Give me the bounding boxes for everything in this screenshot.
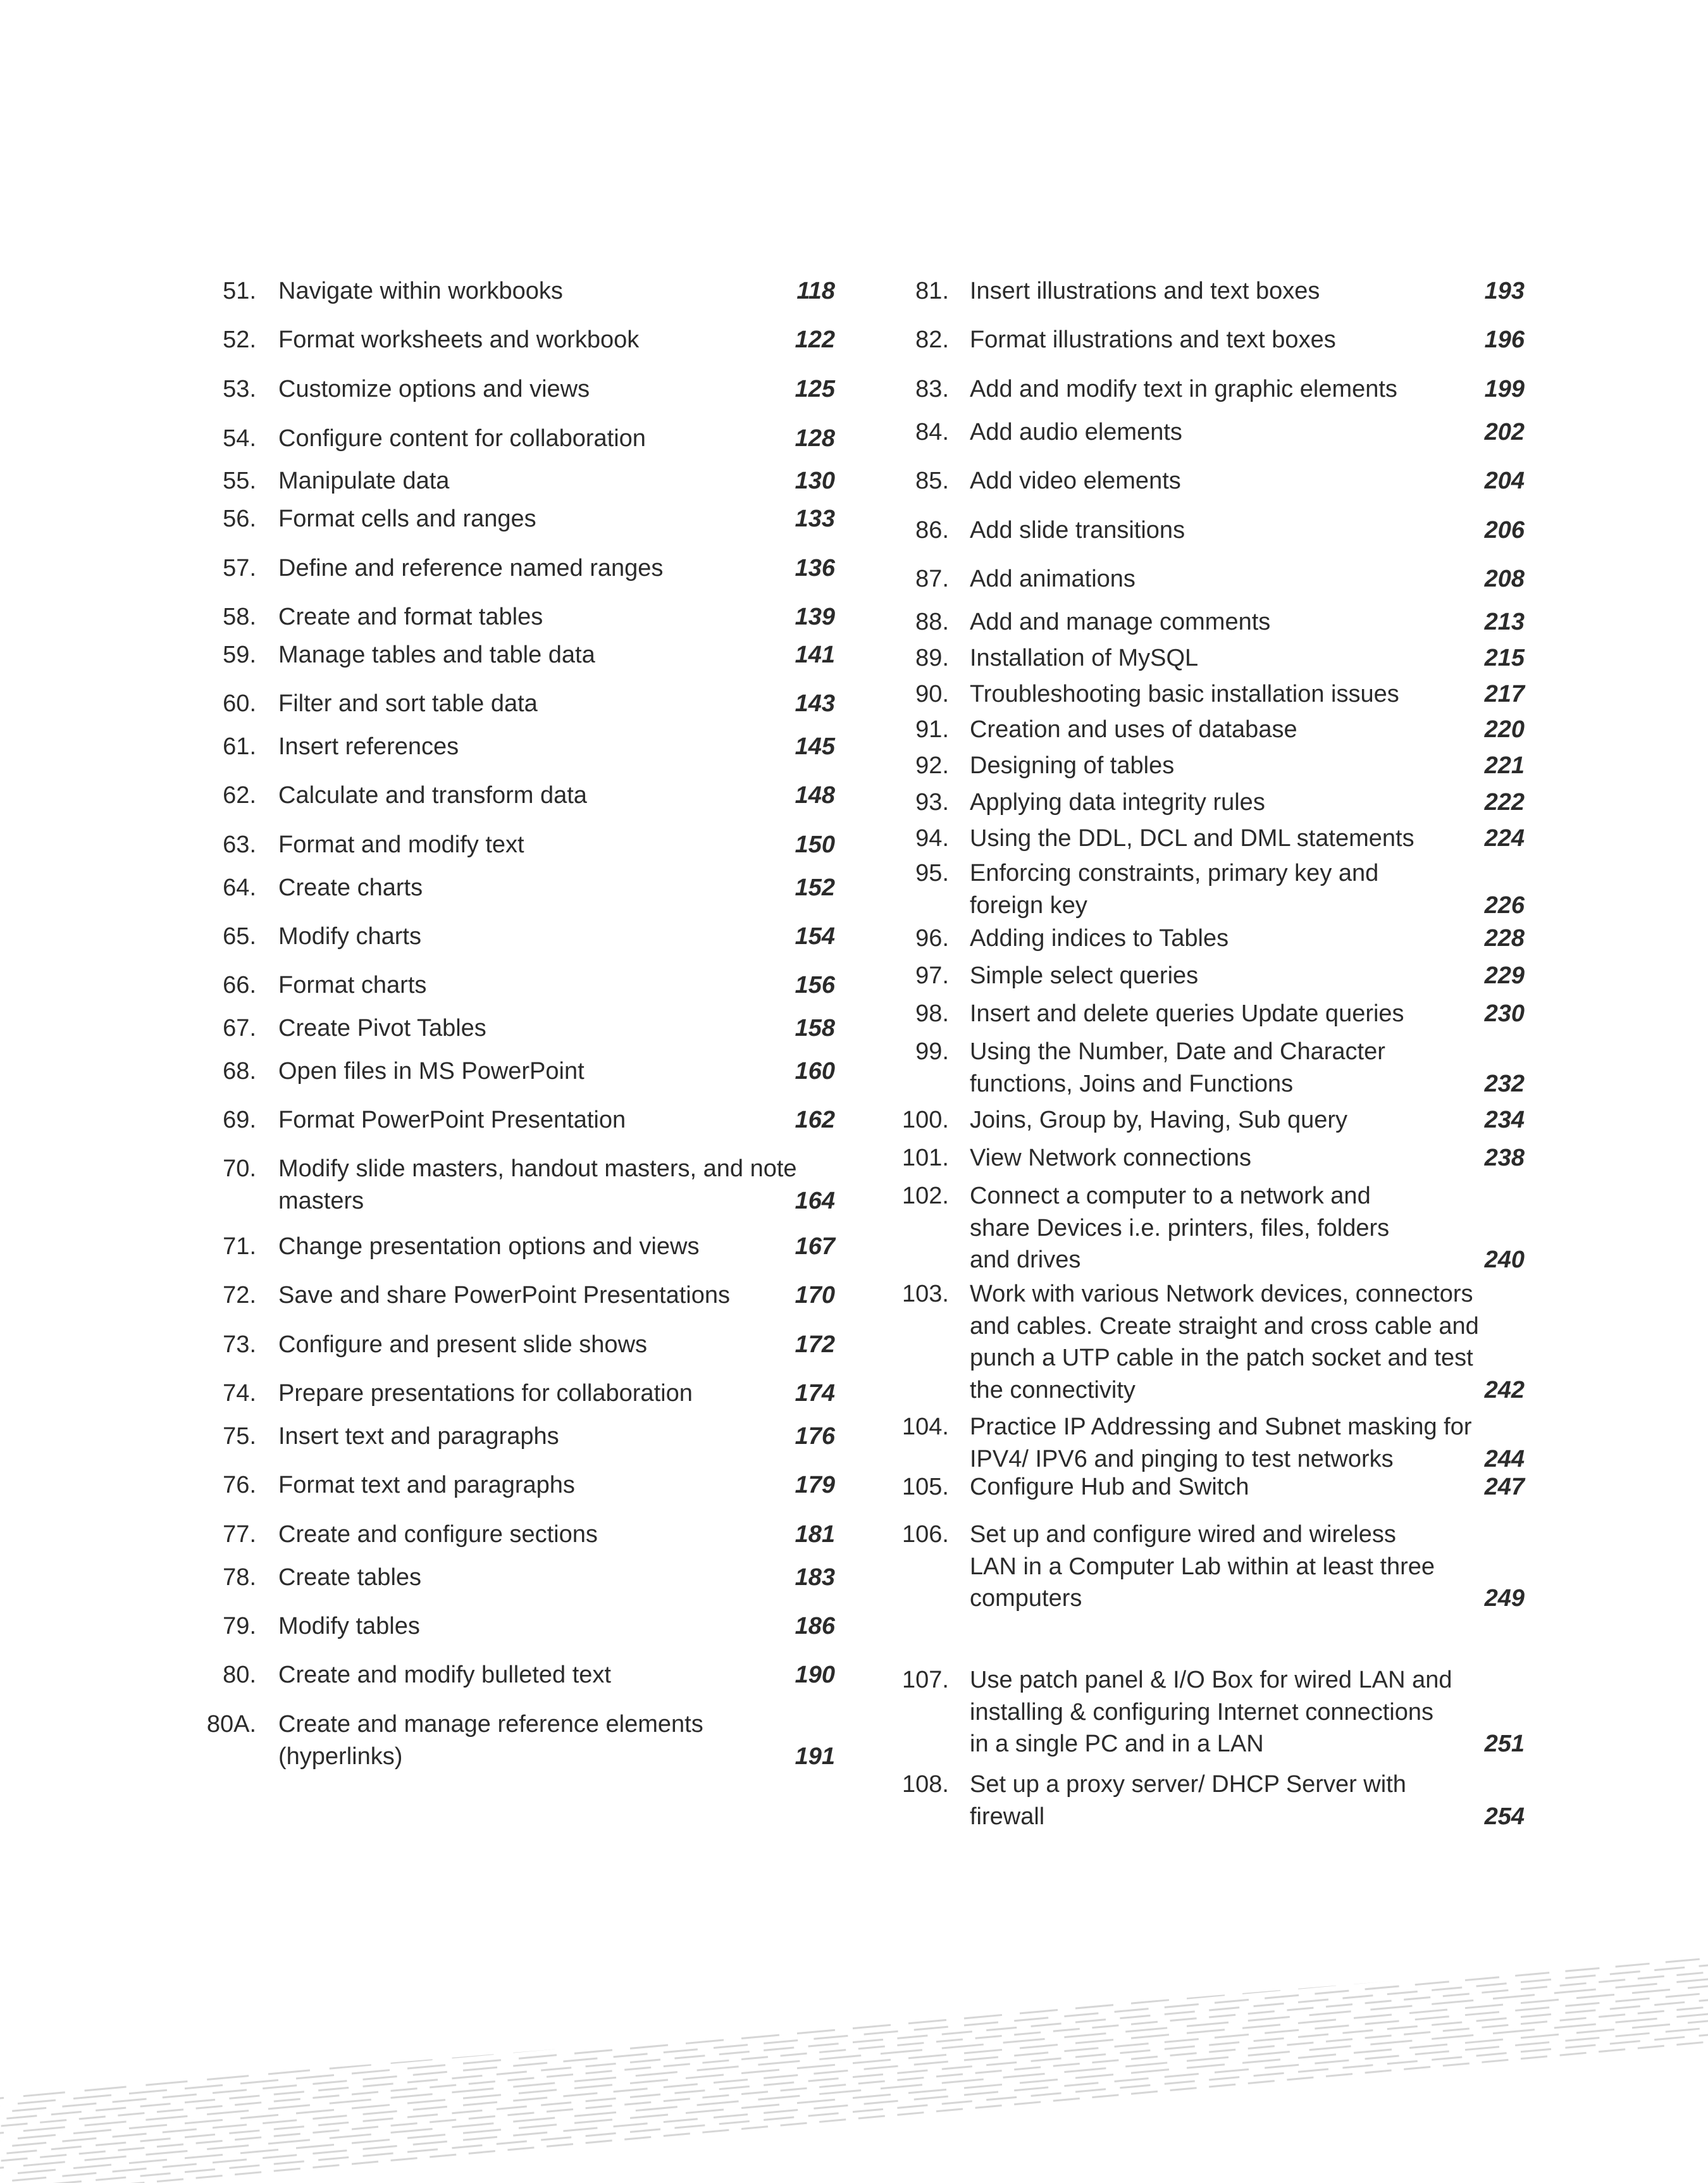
toc-entry-number: 59. <box>223 642 256 668</box>
toc-entry-page: 244 <box>1484 1446 1525 1472</box>
toc-entry-page: 217 <box>1484 681 1525 707</box>
toc-entry-page: 176 <box>795 1423 835 1450</box>
toc-entry-number: 93. <box>915 789 949 816</box>
toc-entry-number: 82. <box>915 327 949 353</box>
toc-entry-page: 232 <box>1484 1071 1525 1097</box>
toc-entry-page: 226 <box>1484 892 1525 919</box>
toc-entry-title: Troubleshooting basic installation issues <box>970 681 1399 707</box>
toc-entry-title: Format cells and ranges <box>278 506 536 532</box>
toc-entry-page: 141 <box>795 642 835 668</box>
toc-entry-number: 81. <box>915 278 949 304</box>
toc-entry-title: Using the DDL, DCL and DML statements <box>970 825 1414 852</box>
toc-entry-number: 71. <box>223 1233 256 1260</box>
toc-entry-page: 202 <box>1484 419 1525 445</box>
toc-entry-title: Create and manage reference elements (hyperlinks) <box>278 1711 703 1770</box>
toc-entry-page: 238 <box>1484 1145 1525 1171</box>
toc-entry-number: 67. <box>223 1015 256 1042</box>
toc-entry-number: 65. <box>223 923 256 950</box>
toc-entry-title: Open files in MS PowerPoint <box>278 1058 585 1085</box>
toc-entry-number: 66. <box>223 972 256 998</box>
toc-entry-title: Simple select queries <box>970 962 1199 989</box>
toc-entry-number: 99. <box>915 1038 949 1065</box>
toc-entry-page: 158 <box>795 1015 835 1042</box>
toc-entry-title: Configure and present slide shows <box>278 1331 648 1358</box>
toc-entry-number: 61. <box>223 733 256 760</box>
toc-entry-number: 80. <box>223 1662 256 1688</box>
toc-entry-page: 228 <box>1484 925 1525 952</box>
toc-entry-title: Work with various Network devices, connectors and cables. Create straight and cross cable and punch a UTP cable in the patch socket and test the connectivity <box>970 1281 1479 1403</box>
toc-entry-title: Insert and delete queries Update queries <box>970 1000 1404 1027</box>
toc-entry-page: 162 <box>795 1107 835 1133</box>
toc-entry-title: Add and manage comments <box>970 609 1271 635</box>
toc-entry-number: 57. <box>223 555 256 582</box>
toc-entry-title: Use patch panel & I/O Box for wired LAN and installing & configuring Internet connections in a single PC and in a LAN <box>970 1667 1452 1757</box>
toc-entry-number: 87. <box>915 566 949 592</box>
toc-entry-number: 95. <box>915 860 949 886</box>
toc-entry-title: Installation of MySQL <box>970 645 1199 671</box>
toc-entry-page: 136 <box>795 555 835 582</box>
toc-entry-title: Filter and sort table data <box>278 690 538 717</box>
toc-entry-number: 69. <box>223 1107 256 1133</box>
toc-entry-number: 107. <box>902 1667 949 1693</box>
toc-entry-page: 125 <box>795 376 835 402</box>
toc-entry-title: Change presentation options and views <box>278 1233 700 1260</box>
toc-entry-number: 98. <box>915 1000 949 1027</box>
toc-entry-title: Format PowerPoint Presentation <box>278 1107 626 1133</box>
toc-entry-page: 240 <box>1484 1247 1525 1273</box>
toc-entry-page: 152 <box>795 874 835 901</box>
toc-entry-number: 97. <box>915 962 949 989</box>
toc-entry-page: 220 <box>1484 716 1525 743</box>
toc-entry-page: 174 <box>795 1380 835 1407</box>
toc-entry-number: 89. <box>915 645 949 671</box>
toc-entry-title: Prepare presentations for collaboration <box>278 1380 693 1407</box>
toc-entry-page: 247 <box>1484 1474 1525 1500</box>
toc-entry-page: 213 <box>1484 609 1525 635</box>
toc-entry-title: Format text and paragraphs <box>278 1472 575 1498</box>
toc-entry-page: 145 <box>795 733 835 760</box>
toc-entry-number: 52. <box>223 327 256 353</box>
toc-entry-title: Creation and uses of database <box>970 716 1297 743</box>
toc-entry-page: 204 <box>1484 468 1525 494</box>
toc-entry-number: 68. <box>223 1058 256 1085</box>
toc-entry-number: 92. <box>915 752 949 779</box>
toc-entry-page: 150 <box>795 831 835 858</box>
toc-entry-number: 83. <box>915 376 949 402</box>
toc-entry-number: 91. <box>915 716 949 743</box>
toc-entry-page: 254 <box>1484 1803 1525 1830</box>
toc-entry-title: Set up and configure wired and wireless LAN in a Computer Lab within at least three computers <box>970 1521 1435 1612</box>
toc-entry-title: Enforcing constraints, primary key and foreign key <box>970 860 1379 919</box>
toc-entry-title: Insert text and paragraphs <box>278 1423 559 1450</box>
toc-entry-number: 100. <box>902 1107 949 1133</box>
toc-entry-title: Add slide transitions <box>970 517 1185 544</box>
toc-entry-page: 196 <box>1484 327 1525 353</box>
toc-entry-page: 133 <box>795 506 835 532</box>
toc-entry-page: 206 <box>1484 517 1525 544</box>
toc-entry-title: Format worksheets and workbook <box>278 327 640 353</box>
toc-entry-page: 249 <box>1484 1585 1525 1612</box>
toc-entry-number: 58. <box>223 604 256 630</box>
toc-entry-title: Insert illustrations and text boxes <box>970 278 1320 304</box>
toc-entry-number: 55. <box>223 468 256 494</box>
toc-entry-page: 193 <box>1484 278 1525 304</box>
toc-entry-page: 221 <box>1484 752 1525 779</box>
toc-entry-page: 224 <box>1484 825 1525 852</box>
toc-entry-title: Create and modify bulleted text <box>278 1662 611 1688</box>
toc-entry-page: 122 <box>795 327 835 353</box>
toc-entry-title: Applying data integrity rules <box>970 789 1265 816</box>
toc-entry-number: 51. <box>223 278 256 304</box>
toc-entry-title: Configure content for collaboration <box>278 425 646 452</box>
toc-entry-title: Practice IP Addressing and Subnet masking for IPV4/ IPV6 and pinging to test networks <box>970 1414 1472 1472</box>
toc-entry-page: 229 <box>1484 962 1525 989</box>
toc-entry-title: Calculate and transform data <box>278 782 587 809</box>
toc-entry-page: 230 <box>1484 1000 1525 1027</box>
toc-entry-title: Customize options and views <box>278 376 590 402</box>
toc-entry-title: Navigate within workbooks <box>278 278 563 304</box>
toc-entry-page: 170 <box>795 1282 835 1309</box>
toc-entry-title: Create charts <box>278 874 423 901</box>
toc-entry-number: 106. <box>902 1521 949 1548</box>
toc-entry-number: 85. <box>915 468 949 494</box>
toc-entry-title: Create and format tables <box>278 604 543 630</box>
toc-entry-number: 78. <box>223 1564 256 1591</box>
toc-entry-title: Designing of tables <box>970 752 1175 779</box>
toc-entry-page: 143 <box>795 690 835 717</box>
toc-entry-number: 84. <box>915 419 949 445</box>
toc-entry-number: 72. <box>223 1282 256 1309</box>
toc-entry-number: 73. <box>223 1331 256 1358</box>
toc-entry-title: Modify tables <box>278 1613 420 1639</box>
toc-entry-title: Save and share PowerPoint Presentations <box>278 1282 730 1309</box>
toc-entry-number: 90. <box>915 681 949 707</box>
toc-entry-number: 53. <box>223 376 256 402</box>
toc-entry-number: 94. <box>915 825 949 852</box>
toc-entry-page: 181 <box>795 1521 835 1548</box>
toc-entry-title: Set up a proxy server/ DHCP Server with firewall <box>970 1771 1406 1830</box>
toc-entry-page: 199 <box>1484 376 1525 402</box>
toc-entry-title: Modify charts <box>278 923 421 950</box>
toc-entry-number: 74. <box>223 1380 256 1407</box>
toc-entry-number: 60. <box>223 690 256 717</box>
toc-entry-page: 179 <box>795 1472 835 1498</box>
toc-entry-number: 64. <box>223 874 256 901</box>
toc-entry-number: 88. <box>915 609 949 635</box>
toc-entry-title: Add audio elements <box>970 419 1182 445</box>
toc-entry-title: Connect a computer to a network and share Devices i.e. printers, files, folders and drives <box>970 1183 1390 1273</box>
toc-entry-page: 242 <box>1484 1377 1525 1403</box>
toc-entry-page: 160 <box>795 1058 835 1085</box>
toc-entry-title: Configure Hub and Switch <box>970 1474 1249 1500</box>
toc-entry-title: Manipulate data <box>278 468 450 494</box>
toc-entry-number: 76. <box>223 1472 256 1498</box>
decorative-wave-band <box>0 1930 1708 2183</box>
toc-entry-number: 101. <box>902 1145 949 1171</box>
toc-entry-page: 190 <box>795 1662 835 1688</box>
toc-entry-page: 128 <box>795 425 835 452</box>
toc-entry-title: Add animations <box>970 566 1136 592</box>
toc-entry-page: 222 <box>1484 789 1525 816</box>
toc-entry-title: Define and reference named ranges <box>278 555 664 582</box>
toc-entry-page: 191 <box>795 1743 835 1770</box>
toc-entry-number: 75. <box>223 1423 256 1450</box>
toc-entry-number: 104. <box>902 1414 949 1440</box>
toc-entry-number: 63. <box>223 831 256 858</box>
toc-entry-number: 56. <box>223 506 256 532</box>
toc-entry-page: 186 <box>795 1613 835 1639</box>
toc-entry-page: 172 <box>795 1331 835 1358</box>
toc-entry-title: Modify slide masters, handout masters, and note masters <box>278 1155 797 1214</box>
toc-entry-number: 62. <box>223 782 256 809</box>
toc-entry-number: 103. <box>902 1281 949 1307</box>
toc-entry-title: Format and modify text <box>278 831 524 858</box>
toc-entry-title: Add and modify text in graphic elements <box>970 376 1397 402</box>
toc-entry-page: 167 <box>795 1233 835 1260</box>
toc-entry-number: 108. <box>902 1771 949 1798</box>
toc-entry-title: Format charts <box>278 972 427 998</box>
toc-entry-title: Insert references <box>278 733 459 760</box>
toc-entry-page: 164 <box>795 1188 835 1214</box>
toc-entry-title: Adding indices to Tables <box>970 925 1229 952</box>
toc-entry-number: 77. <box>223 1521 256 1548</box>
toc-entry-page: 156 <box>795 972 835 998</box>
toc-entry-page: 130 <box>795 468 835 494</box>
toc-entry-page: 154 <box>795 923 835 950</box>
toc-entry-page: 148 <box>795 782 835 809</box>
toc-entry-number: 80A. <box>206 1711 256 1738</box>
toc-entry-number: 96. <box>915 925 949 952</box>
toc-entry-number: 70. <box>223 1155 256 1182</box>
toc-entry-page: 183 <box>795 1564 835 1591</box>
toc-entry-title: Add video elements <box>970 468 1181 494</box>
toc-entry-number: 105. <box>902 1474 949 1500</box>
toc-entry-title: Create tables <box>278 1564 422 1591</box>
toc-entry-page: 251 <box>1484 1731 1525 1757</box>
toc-entry-page: 139 <box>795 604 835 630</box>
toc-entry-title: View Network connections <box>970 1145 1251 1171</box>
toc-entry-page: 215 <box>1484 645 1525 671</box>
toc-entry-page: 208 <box>1484 566 1525 592</box>
toc-entry-page: 234 <box>1484 1107 1525 1133</box>
toc-entry-number: 102. <box>902 1183 949 1209</box>
toc-entry-number: 86. <box>915 517 949 544</box>
toc-entry-number: 79. <box>223 1613 256 1639</box>
toc-entry-title: Create and configure sections <box>278 1521 598 1548</box>
toc-entry-number: 54. <box>223 425 256 452</box>
toc-entry-title: Using the Number, Date and Character functions, Joins and Functions <box>970 1038 1385 1097</box>
toc-entry-title: Create Pivot Tables <box>278 1015 486 1042</box>
toc-entry-title: Manage tables and table data <box>278 642 595 668</box>
toc-entry-title: Format illustrations and text boxes <box>970 327 1336 353</box>
toc-entry-title: Joins, Group by, Having, Sub query <box>970 1107 1348 1133</box>
toc-entry-page: 118 <box>796 278 835 304</box>
